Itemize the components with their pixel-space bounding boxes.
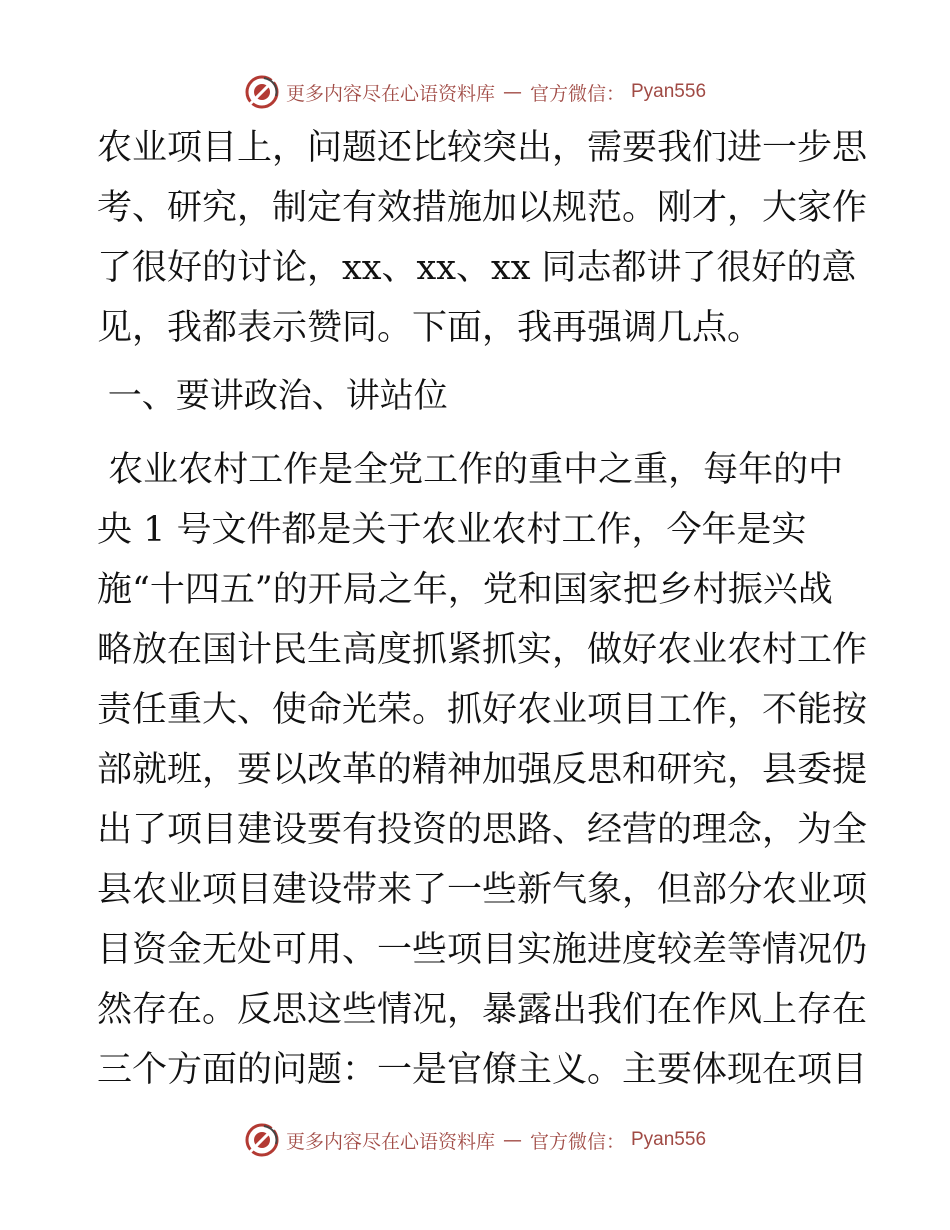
- body-line: 考、研究，制定有效措施加以规范。刚才，大家作: [97, 188, 868, 228]
- body-line: 目资金无处可用、一些项目实施进度较差等情况仍: [97, 930, 868, 970]
- banner-label: 官方微信：: [529, 1130, 625, 1153]
- red-seal-logo-icon: [244, 74, 280, 110]
- body-line: 然存在。反思这些情况，暴露出我们在作风上存在: [97, 990, 868, 1030]
- body-line: 施“十四五”的开局之年，党和国家把乡村振兴战: [97, 570, 833, 610]
- body-line: 略放在国计民生高度抓紧抓实，做好农业农村工作: [97, 630, 868, 670]
- body-line: 出了项目建设要有投资的思路、经营的理念，为全: [97, 810, 868, 850]
- body-line: 见，我都表示赞同。下面，我再强调几点。: [97, 308, 763, 348]
- footer-watermark-banner: [0, 1120, 950, 1160]
- body-line: 三个方面的问题：一是官僚主义。主要体现在项目: [97, 1050, 868, 1090]
- banner-separator: —: [502, 1129, 522, 1151]
- banner-text: 更多内容尽在心语资料库: [285, 1130, 495, 1153]
- body-line: 农业项目上，问题还比较突出，需要我们进一步思: [97, 128, 868, 168]
- header-watermark-banner: [0, 72, 950, 112]
- section-heading: 一、要讲政治、讲站位: [97, 376, 448, 416]
- banner-handle: Pyan556: [631, 81, 707, 102]
- body-line: 责任重大、使命光荣。抓好农业项目工作，不能按: [97, 690, 868, 730]
- banner-handle: Pyan556: [631, 1129, 707, 1150]
- body-line: 了很好的讨论，xx、xx、xx 同志都讲了很好的意: [97, 248, 857, 288]
- body-line: 部就班，要以改革的精神加强反思和研究，县委提: [97, 750, 868, 790]
- banner-separator: —: [502, 81, 522, 103]
- body-line: 县农业项目建设带来了一些新气象，但部分农业项: [97, 870, 868, 910]
- banner-text: 更多内容尽在心语资料库: [285, 82, 495, 105]
- red-seal-logo-icon: [244, 1122, 280, 1158]
- body-line: 央 1 号文件都是关于农业农村工作，今年是实: [97, 510, 807, 550]
- body-line: 农业农村工作是全党工作的重中之重，每年的中: [97, 450, 844, 490]
- banner-label: 官方微信：: [529, 82, 625, 105]
